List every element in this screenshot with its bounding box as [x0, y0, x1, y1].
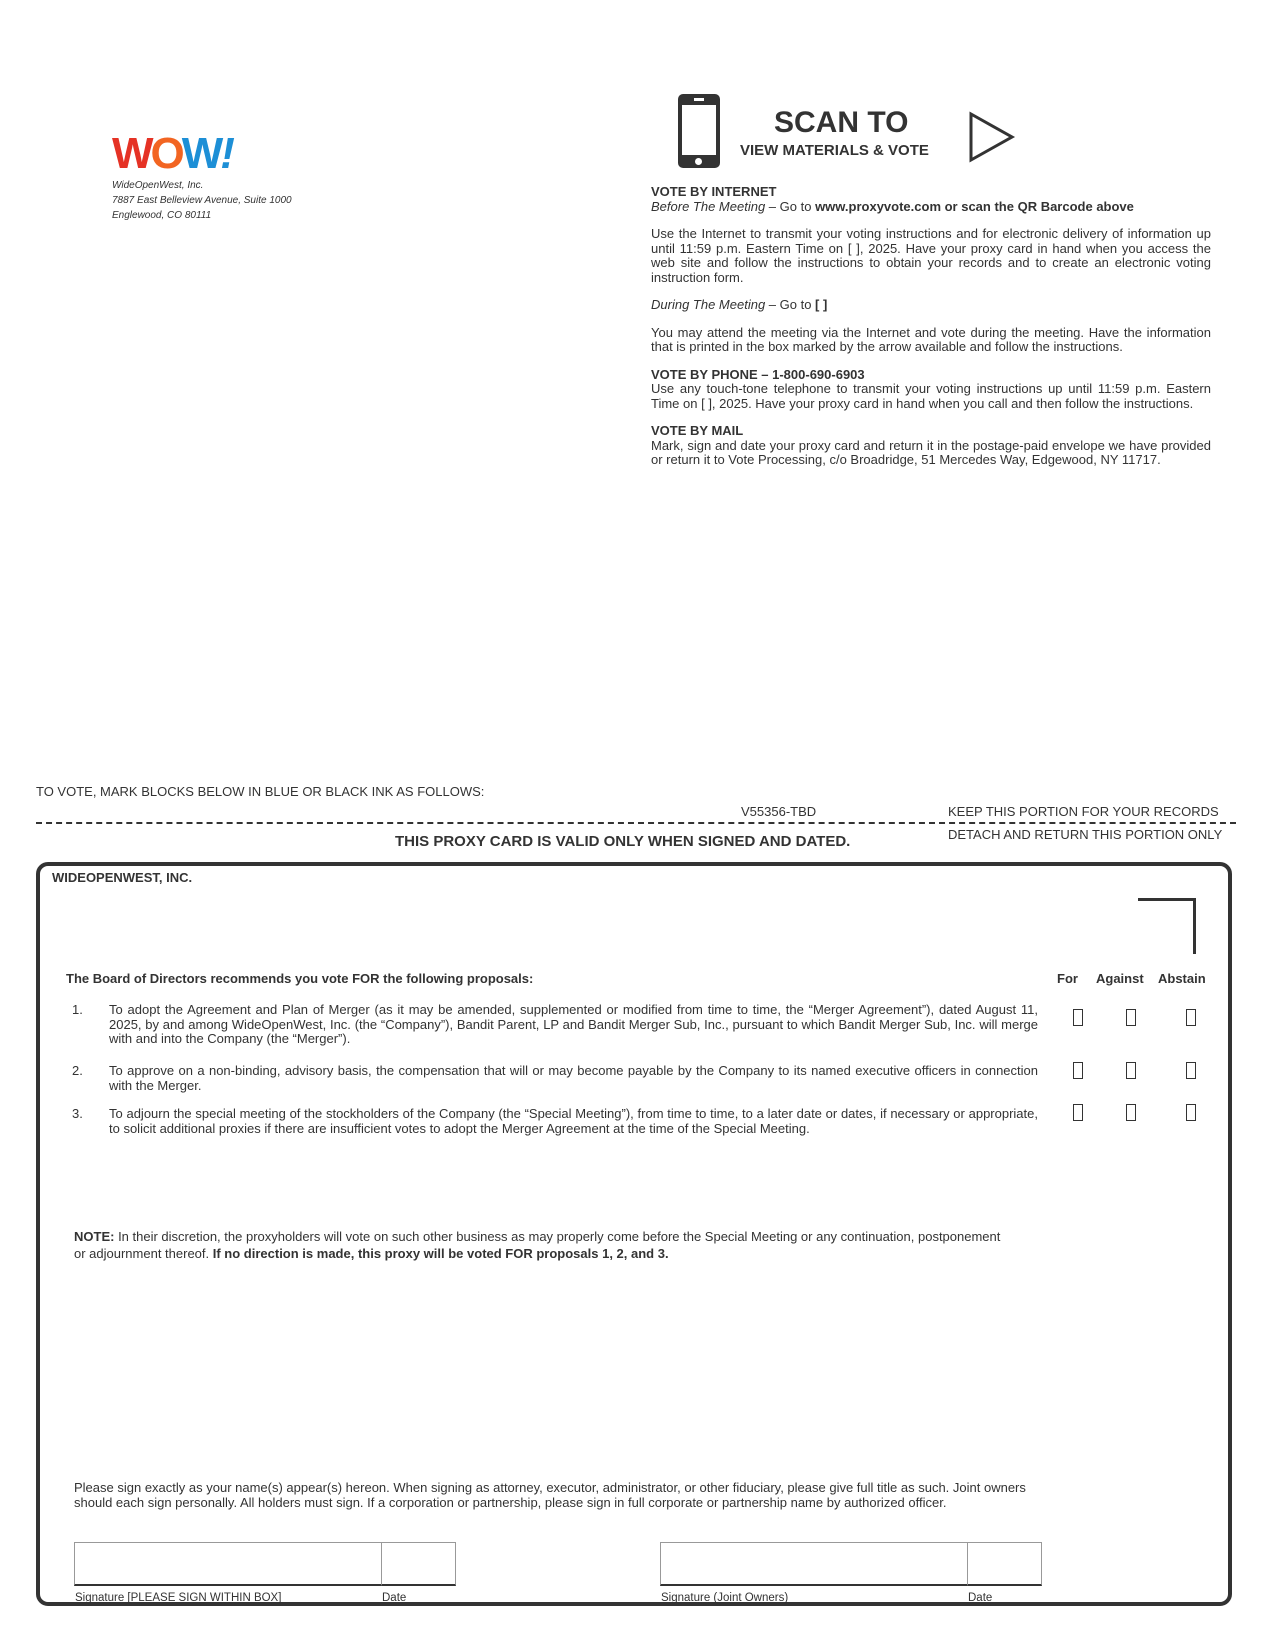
- before-meeting-label: Before The Meeting: [651, 198, 766, 214]
- note-text: In their discretion, the proxyholders will vote on such other business as may properly come before the Special Meeting or any continuation, postponement or adjournment thereof.: [74, 1229, 1001, 1261]
- detach-portion-text: DETACH AND RETURN THIS PORTION ONLY: [948, 827, 1223, 842]
- during-meeting-label: During The Meeting: [651, 297, 766, 312]
- proposal-2-against-checkbox[interactable]: [1126, 1062, 1136, 1079]
- proposal-1-against-checkbox[interactable]: [1126, 1009, 1136, 1026]
- joint-signature-box[interactable]: [660, 1542, 968, 1586]
- board-recommendation: The Board of Directors recommends you vote FOR the following proposals:: [66, 971, 534, 986]
- note: [74, 1228, 1014, 1262]
- proposal-3-against-checkbox[interactable]: [1126, 1104, 1136, 1121]
- proposal-2-abstain-checkbox[interactable]: [1186, 1062, 1196, 1079]
- date-label: Date: [382, 1592, 407, 1604]
- scan-heading: SCAN TO: [774, 106, 909, 139]
- proposal-3-abstain-checkbox[interactable]: [1186, 1104, 1196, 1121]
- corner-mark: [1138, 898, 1196, 954]
- signature-box[interactable]: [74, 1542, 382, 1586]
- vote-mail-heading: VOTE BY MAIL: [651, 423, 744, 438]
- company-name: WideOpenWest, Inc.: [112, 180, 204, 191]
- proposal-3-for-checkbox[interactable]: [1073, 1104, 1083, 1121]
- proposal-1: [72, 1003, 1038, 1047]
- proposal-1-abstain-checkbox[interactable]: [1186, 1009, 1196, 1026]
- vote-phone-heading: VOTE BY PHONE – 1-800-690-6903: [651, 366, 865, 382]
- scan-subheading: VIEW MATERIALS & VOTE: [740, 142, 929, 159]
- smartphone-icon: [678, 94, 720, 168]
- during-meeting-body: You may attend the meeting via the Internet and vote during the meeting. Have the information that is printed in the box marked by the arrow available and follow the instructions.: [651, 324, 1211, 354]
- before-meeting-text: – Go to: [765, 198, 816, 214]
- vote-internet-heading: VOTE BY INTERNET: [651, 184, 777, 199]
- proposal-1-for-checkbox[interactable]: [1073, 1009, 1083, 1026]
- vote-internet-body: Use the Internet to transmit your voting instructions and for electronic delivery of information up until 11:59 p.m. Eastern Time on [ ], 2025. Have your proxy card in hand when you access the web site and follow the instructions to obtain your records and to create an electronic voting instruction form.: [651, 226, 1211, 285]
- column-for: For: [1057, 971, 1078, 986]
- proposal-3: [72, 1107, 1038, 1136]
- proposal-text: To adopt the Agreement and Plan of Merger (as it may be amended, supplemented or modified from time to time, the “Merger Agreement”), dated August 11, 2025, by and among WideOpenWest, Inc. (the “Company”), Bandit Parent, LP and Bandit Merger Sub, Inc., pursuant to which Bandit Merger Sub, Inc. will merge with and into the Company (the “Merger”).: [109, 1002, 1038, 1046]
- valid-notice: THIS PROXY CARD IS VALID ONLY WHEN SIGNED AND DATED.: [395, 833, 851, 850]
- card-company: WIDEOPENWEST, INC.: [52, 870, 193, 885]
- note-label: NOTE:: [74, 1229, 115, 1244]
- play-arrow-icon: [968, 111, 1016, 163]
- proposal-text: To adjourn the special meeting of the stockholders of the Company (the “Special Meeting”), from time to time, to a later date or dates, if necessary or appropriate, to solicit additional proxies if there are insufficient votes to adopt the Merger Agreement at the time of the Special Meeting.: [109, 1106, 1038, 1136]
- keep-portion-text: KEEP THIS PORTION FOR YOUR RECORDS: [948, 804, 1219, 819]
- address-line-1: 7887 East Belleview Avenue, Suite 1000: [112, 195, 292, 206]
- column-against: Against: [1096, 971, 1144, 986]
- control-code: V55356-TBD: [741, 804, 817, 819]
- during-meeting-text: – Go to: [765, 297, 816, 312]
- proposal-text: To approve on a non-binding, advisory basis, the compensation that will or may become payable by the Company to its named executive officers in connection with the Merger.: [109, 1063, 1038, 1093]
- voting-instructions: [651, 185, 1211, 481]
- joint-date-label: Date: [968, 1592, 993, 1604]
- proposal-number: 1.: [72, 1002, 83, 1017]
- proxyvote-link[interactable]: www.proxyvote.com or scan the QR Barcode above: [815, 198, 1134, 214]
- proposal-2-for-checkbox[interactable]: [1073, 1062, 1083, 1079]
- proposal-2: [72, 1064, 1038, 1093]
- address-line-2: Englewood, CO 80111: [112, 210, 212, 221]
- signing-instructions: Please sign exactly as your name(s) appear(s) hereon. When signing as attorney, executor, administrator, or other fiduciary, please give full title as such. Joint owners should each sign personally. All holders must sign. If a corporation or partnership, please sign in full corporate or partnership name by authorized officer.: [74, 1480, 1026, 1510]
- company-address: [112, 178, 292, 223]
- column-abstain: Abstain: [1158, 971, 1206, 986]
- wow-logo: WOW!: [112, 129, 232, 178]
- date-box[interactable]: [381, 1542, 456, 1586]
- signature-label: Signature [PLEASE SIGN WITHIN BOX]: [75, 1592, 282, 1604]
- vote-mail-body: Mark, sign and date your proxy card and return it in the postage-paid envelope we have provided or return it to Vote Processing, c/o Broadridge, 51 Mercedes Way, Edgewood, NY 11717.: [651, 437, 1211, 467]
- vote-phone-body: Use any touch-tone telephone to transmit your voting instructions up until 11:59 p.m. Eastern Time on [ ], 2025. Have your proxy card in hand when you call and then follow the instructions.: [651, 381, 1211, 411]
- proposal-number: 3.: [72, 1106, 83, 1121]
- joint-date-box[interactable]: [967, 1542, 1042, 1586]
- note-bold-text: If no direction is made, this proxy will be voted FOR proposals 1, 2, and 3.: [212, 1246, 669, 1261]
- proposal-number: 2.: [72, 1063, 83, 1078]
- joint-signature-label: Signature (Joint Owners): [661, 1592, 789, 1604]
- ink-instructions: TO VOTE, MARK BLOCKS BELOW IN BLUE OR BLACK INK AS FOLLOWS:: [36, 784, 485, 799]
- detach-line: [36, 822, 1236, 824]
- during-meeting-link[interactable]: [ ]: [815, 297, 828, 312]
